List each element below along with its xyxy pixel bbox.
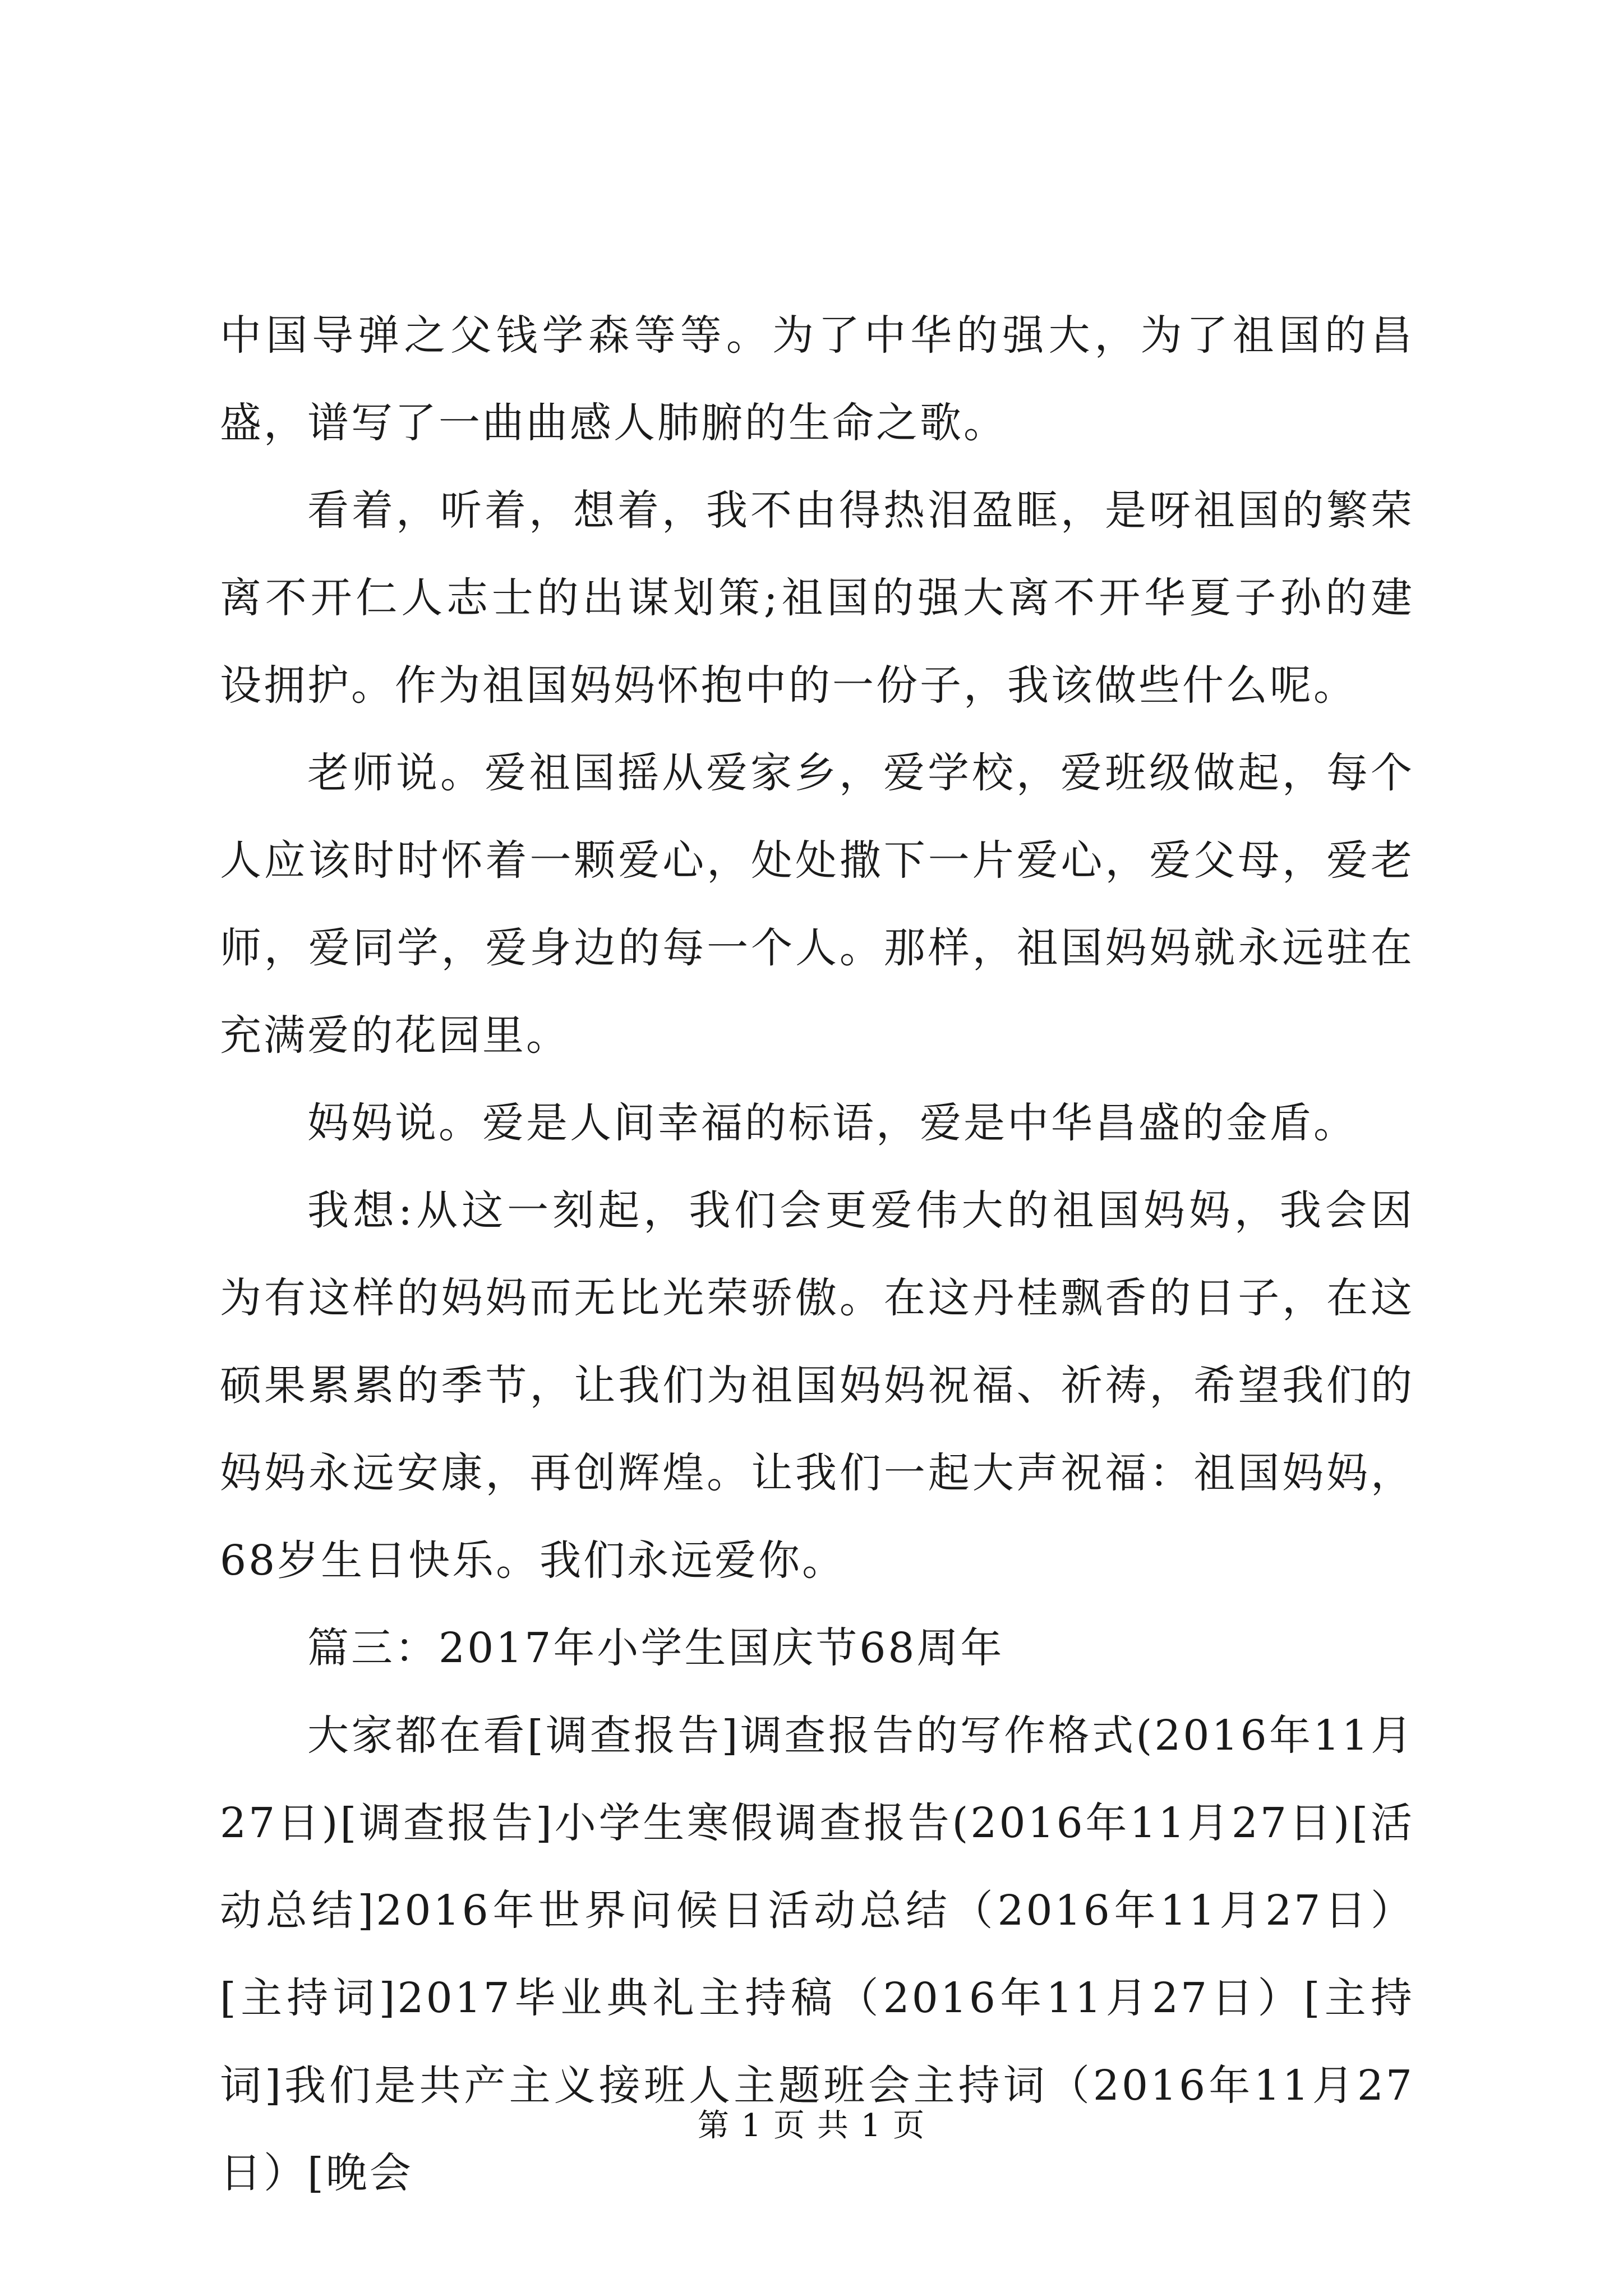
paragraph-4: 妈妈说。爱是人间幸福的标语，爱是中华昌盛的金盾。 (307, 1099, 1357, 1147)
document-body (220, 292, 1414, 2217)
section-heading: 篇三：2017年小学生国庆节68周年 (307, 1624, 1004, 1672)
paragraph-5: 我想:从这一刻起，我们会更爱伟大的祖国妈妈，我会因为有这样的妈妈而无比光荣骄傲。在这丹桂飘香的日子，在这硕果累累的季节，让我们为祖国妈妈祝福、祈祷，希望我们的妈妈永远安康，再创辉煌。让我们一起大声祝福：祖国妈妈，68岁生日快乐。我们永远爱你。 (220, 1186, 1414, 1585)
paragraph-7: 大家都在看[调查报告]调查报告的写作格式(2016年11月27日)[调查报告]小学生寒假调查报告(2016年11月27日)[活动总结]2016年世界问候日活动总结（2016年11月27日）[主持词]2017毕业典礼主持稿（2016年11月27日）[主持词]我们是共产主义接班人主题班会主持词（2016年11月27日）[晚会 (220, 1711, 1414, 2197)
paragraph-3: 老师说。爱祖国摇从爱家乡，爱学校，爱班级做起，每个人应该时时怀着一颗爱心，处处撒下一片爱心，爱父母，爱老师，爱同学，爱身边的每一个人。那样，祖国妈妈就永远驻在充满爱的花园里。 (220, 749, 1414, 1060)
page-number-footer: 第 1 页 共 1 页 (697, 2108, 926, 2144)
paragraph-1: 中国导弹之父钱学森等等。为了中华的强大，为了祖国的昌盛，谱写了一曲曲感人肺腑的生命之歌。 (220, 311, 1414, 447)
paragraph-2: 看着，听着，想着，我不由得热泪盈眶，是呀祖国的繁荣离不开仁人志士的出谋划策;祖国的强大离不开华夏子孙的建设拥护。作为祖国妈妈怀抱中的一份子，我该做些什么呢。 (220, 486, 1414, 710)
